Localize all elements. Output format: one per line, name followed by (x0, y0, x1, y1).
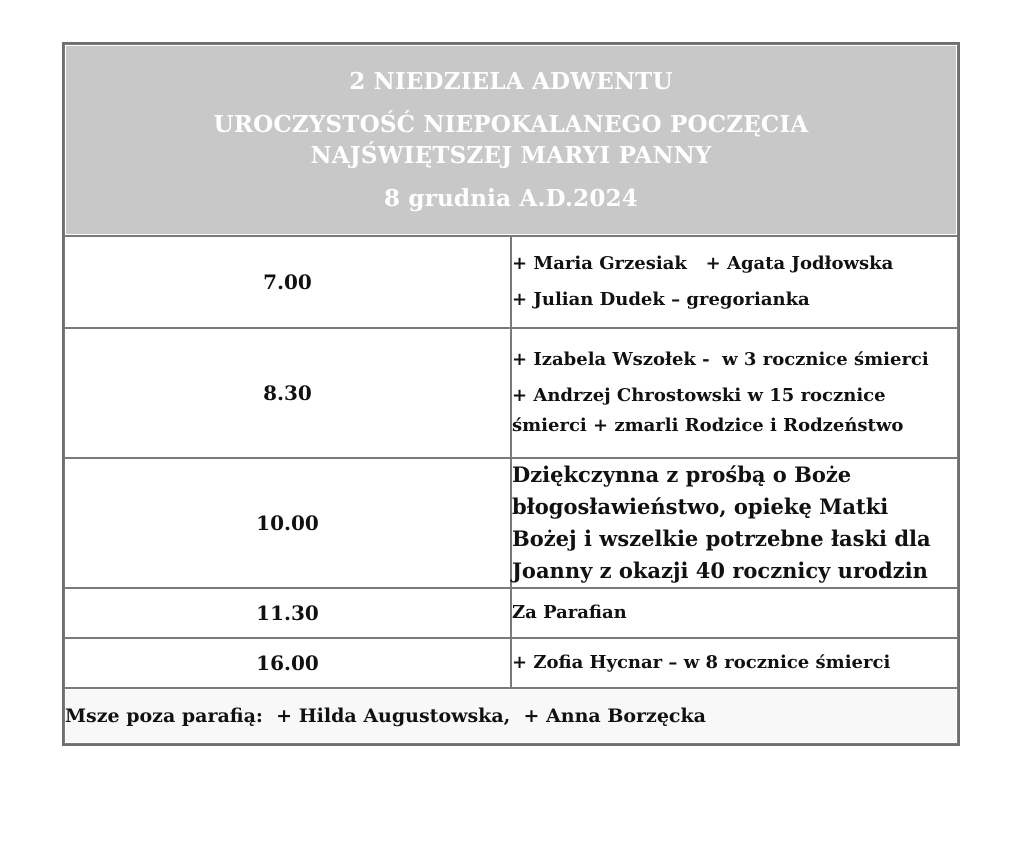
header-cell (64, 44, 958, 236)
mass-time: 16.00 (64, 638, 511, 688)
mass-time: 8.30 (64, 328, 511, 458)
footer-row (64, 688, 958, 744)
mass-intentions (511, 458, 958, 588)
outside-parish-masses: Msze poza parafią: + Hilda Augustowska, + Anna Borzęcka (64, 688, 958, 744)
mass-time: 10.00 (64, 458, 511, 588)
mass-time: 11.30 (64, 588, 511, 638)
intention-line: + Maria Grzesiak + Agata Jodłowska (512, 253, 894, 274)
header-date: 8 grudnia A.D.2024 (384, 185, 638, 212)
table-row (64, 638, 958, 688)
intention-line: Dziękczynna z prośbą o Boże błogosławieństwo, opiekę Matki Bożej i wszelkie potrzebne łaski dla Joanny z okazji 40 rocznicy urodzin (512, 462, 931, 583)
header-feast-line-1: UROCZYSTOŚĆ NIEPOKALANEGO POCZĘCIA (213, 111, 809, 138)
mass-intentions (511, 328, 958, 458)
intention-line: Za Parafian (512, 602, 627, 623)
intention-line: + Julian Dudek – gregorianka (512, 289, 810, 310)
table-row (64, 328, 958, 458)
intention-line: + Andrzej Chrostowski w 15 rocznice śmierci + zmarli Rodzice i Rodzeństwo (512, 385, 904, 436)
header-sunday: 2 NIEDZIELA ADWENTU (349, 68, 673, 95)
intention-line: + Izabela Wszołek - w 3 rocznice śmierci (512, 349, 929, 370)
intention-line: + Zofia Hycnar – w 8 rocznice śmierci (512, 652, 891, 673)
mass-schedule (62, 42, 960, 746)
header-row (64, 44, 958, 236)
table-row (64, 236, 958, 328)
mass-intentions (511, 638, 958, 688)
schedule-table (62, 42, 960, 746)
mass-time: 7.00 (64, 236, 511, 328)
table-row (64, 458, 958, 588)
header-feast-line-2: NAJŚWIĘTSZEJ MARYI PANNY (310, 142, 712, 169)
table-row (64, 588, 958, 638)
mass-intentions (511, 236, 958, 328)
mass-intentions (511, 588, 958, 638)
